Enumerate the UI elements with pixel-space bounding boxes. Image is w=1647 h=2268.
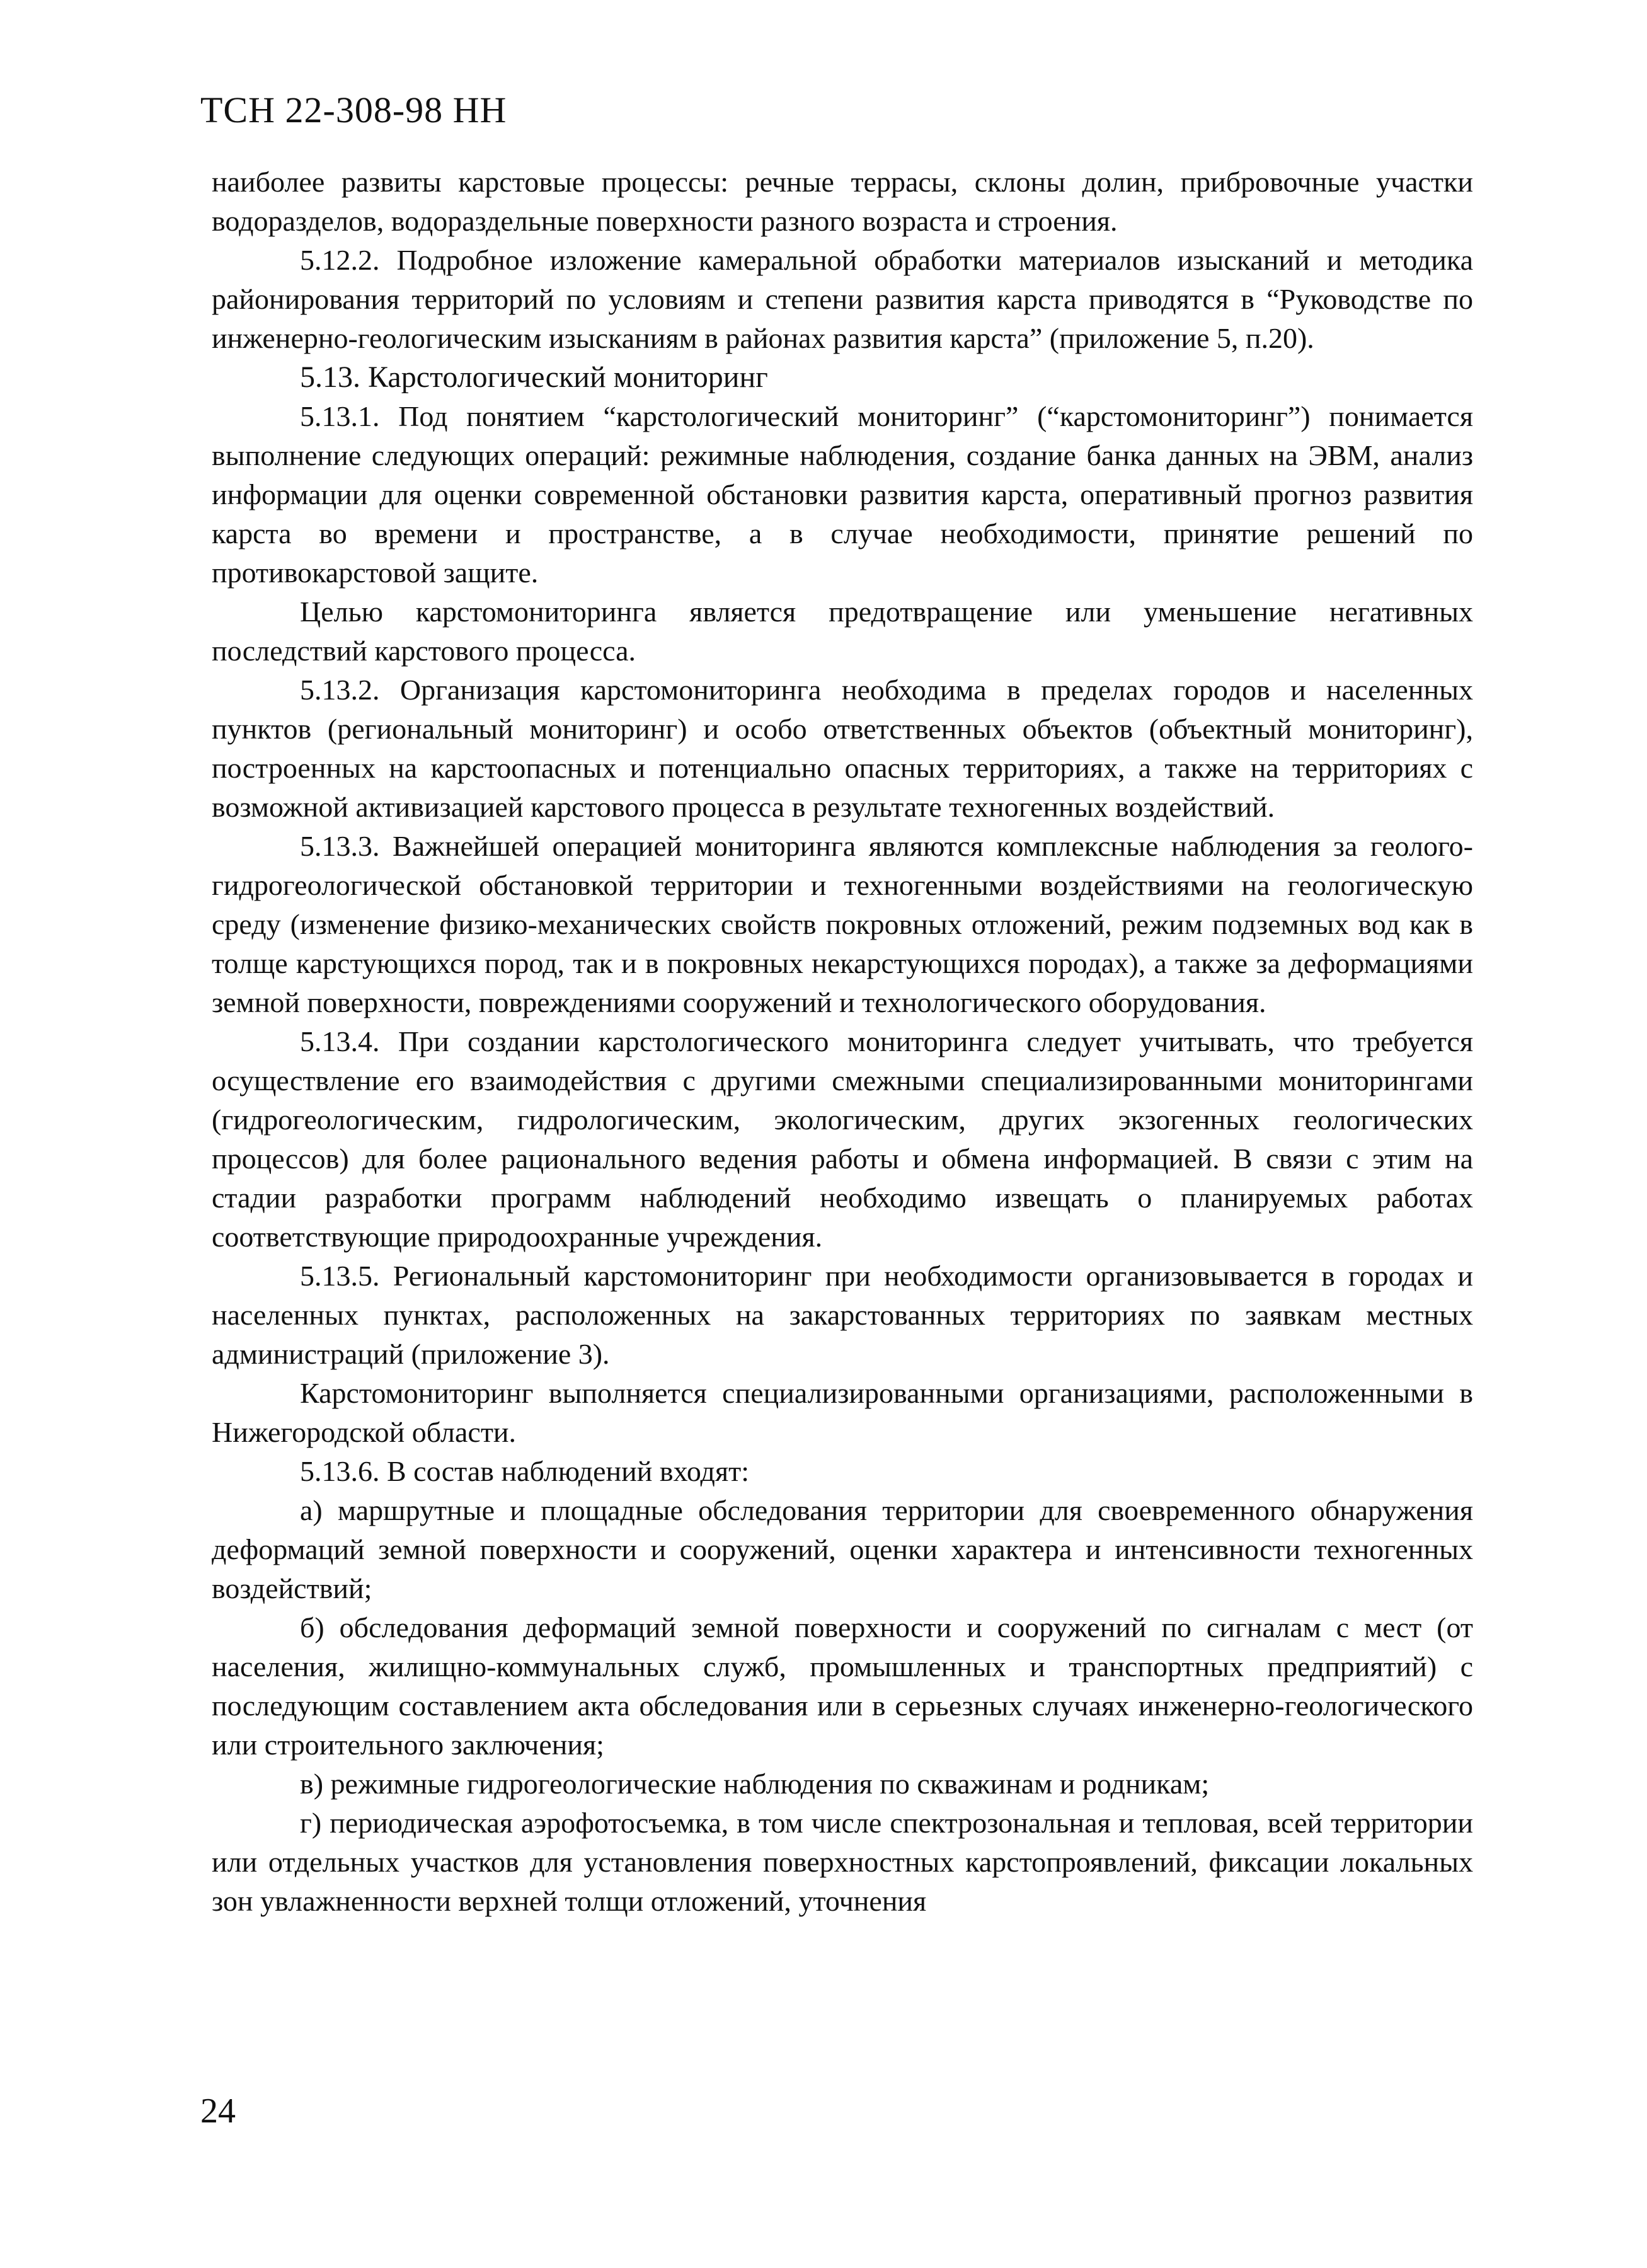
document-code-header: ТСН 22-308-98 НН: [200, 89, 507, 130]
paragraph-5-13-4: 5.13.4. При создании карстологического мониторинга следует учитывать, что требуется осуществление его взаимодействия с другими смежными специализированными мониторингами (гидрогеологическим, гидрологическим, экологическим, других экзогенных геологических процессов) для более рационального ведения работы и обмена информацией. В связи с этим на стадии разработки программ наблюдений необходимо извещать о планируемых работах соответствующие природоохранные учреждения.: [212, 1025, 1473, 1253]
document-body: [212, 163, 1473, 1921]
paragraph-goal: Целью карстомониторинга является предотвращение или уменьшение негативных последствий карстового процесса.: [212, 596, 1473, 667]
list-item-g: г) периодическая аэрофотосъемка, в том числе спектрозональная и тепловая, всей территории или отдельных участков для установления поверхностных карстопроявлений, фиксации локальных зон увлажненности верхней толщи отложений, уточнения: [212, 1807, 1473, 1917]
paragraph-5-13-3: 5.13.3. Важнейшей операцией мониторинга являются комплексные наблюдения за геолого-гидрогеологической обстановкой территории и техногенными воздействиями на геологическую среду (изменение физико-механических свойств покровных отложений, режим подземных вод как в толще карстующихся пород, так и в покровных некарстующихся породах), а также за деформациями земной поверхности, повреждениями сооружений и технологического оборудования.: [212, 830, 1473, 1018]
page-number: 24: [200, 2092, 236, 2131]
paragraph-5-13-5: 5.13.5. Региональный карстомониторинг при необходимости организовывается в городах и населенных пунктах, расположенных на закарстованных территориях по заявкам местных администраций (приложение 3).: [212, 1260, 1473, 1370]
list-item-v: в) режимные гидрогеологические наблюдения по скважинам и родникам;: [300, 1768, 1210, 1800]
paragraph-performer: Карстомониторинг выполняется специализированными организациями, расположенными в Нижегородской области.: [212, 1377, 1473, 1448]
paragraph-5-13-2: 5.13.2. Организация карстомониторинга необходима в пределах городов и населенных пунктов (региональный мониторинг) и особо ответственных объектов (объектный мониторинг), построенных на карстоопасных и потенциально опасных территориях, а также на территориях с возможной активизацией карстового процесса в результате техногенных воздействий.: [212, 674, 1473, 823]
list-item-b: б) обследования деформаций земной поверхности и сооружений по сигналам с мест (от населения, жилищно-коммунальных служб, промышленных и транспортных предприятий) с последующим составлением акта обследования или в серьезных случаях инженерно-геологического или строительного заключения;: [212, 1611, 1473, 1761]
section-title-5-13: 5.13. Карстологический мониторинг: [300, 360, 768, 394]
paragraph-5-13-6: 5.13.6. В состав наблюдений входят:: [300, 1455, 749, 1487]
paragraph-5-13-1: 5.13.1. Под понятием “карстологический мониторинг” (“карстомониторинг”) понимается выполнение следующих операций: режимные наблюдения, создание банка данных на ЭВМ, анализ информации для оценки современной обстановки развития карста, оперативный прогноз развития карста во времени и пространстве, а в случае необходимости, принятие решений по противокарстовой защите.: [212, 400, 1473, 589]
list-item-a: а) маршрутные и площадные обследования территории для своевременного обнаружения деформаций земной поверхности и сооружений, оценки характера и интенсивности техногенных воздействий;: [212, 1494, 1473, 1604]
paragraph-continuation: наиболее развиты карстовые процессы: речные террасы, склоны долин, прибровочные участки водоразделов, водораздельные поверхности разного возраста и строения.: [212, 166, 1473, 237]
paragraph-5-12-2: 5.12.2. Подробное изложение камеральной обработки материалов изысканий и методика районирования территорий по условиям и степени развития карста приводятся в “Руководстве по инженерно-геологическим изысканиям в районах развития карста” (приложение 5, п.20).: [212, 244, 1473, 354]
